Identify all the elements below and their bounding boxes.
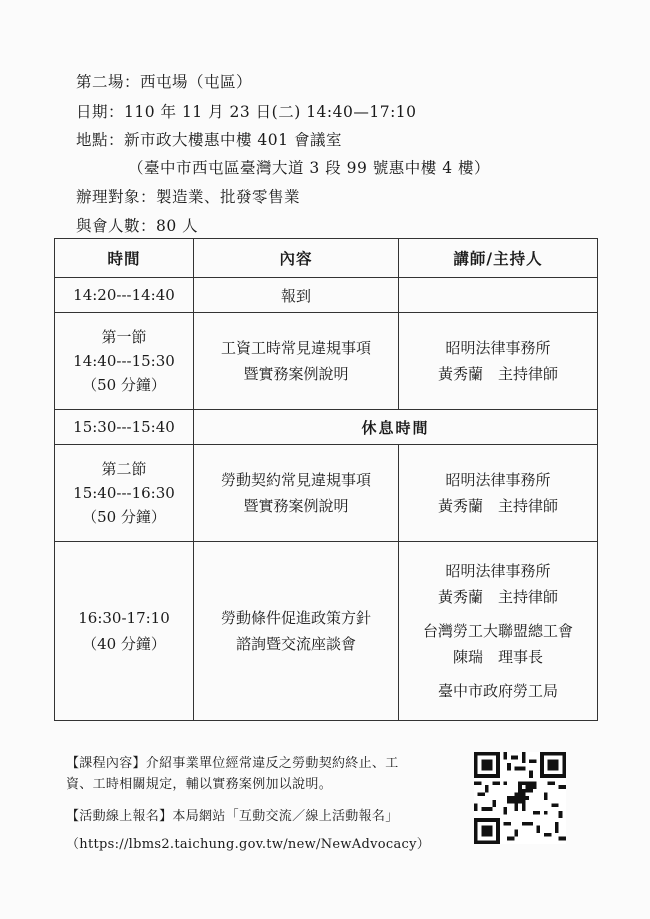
session3-speaker [399, 542, 598, 721]
session2-speaker [399, 445, 598, 542]
break-content: 休息時間 [194, 410, 598, 445]
session3-content-line: 諮詢暨交流座談會 [235, 635, 356, 653]
session3-time [55, 542, 194, 721]
session1-time [55, 313, 194, 410]
checkin-content: 報到 [194, 278, 399, 313]
speaker-name: 陳瑞 理事長 [452, 648, 543, 666]
table-row [55, 278, 598, 313]
header-time: 時間 [55, 239, 194, 278]
session2-content-line: 暨實務案例說明 [243, 497, 349, 515]
speaker-name: 黃秀蘭 主持律師 [437, 365, 558, 383]
session1-range: 14:40---15:30 [73, 352, 175, 370]
session1-content-line: 工資工時常見違規事項 [220, 339, 371, 357]
speaker-name: 黃秀蘭 主持律師 [437, 497, 558, 515]
session2-time [55, 445, 194, 542]
session3-range: 16:30-17:10 [78, 609, 170, 627]
speaker-org: 臺中市政府勞工局 [437, 682, 558, 700]
header-content: 內容 [194, 239, 399, 278]
session3-content [194, 542, 399, 721]
table-header-row [55, 239, 598, 278]
course-description-line2: 資、工時相關規定，輔以實務案例加以說明。 [66, 777, 333, 792]
session3-duration: （40 分鐘） [82, 635, 166, 653]
session2-content-line: 勞動契約常見違規事項 [220, 471, 371, 489]
header-speaker: 講師/主持人 [399, 239, 598, 278]
speaker-name: 黃秀蘭 主持律師 [437, 588, 558, 606]
checkin-speaker [399, 278, 598, 313]
speaker-org: 昭明法律事務所 [445, 471, 551, 489]
table-row [55, 542, 598, 721]
date-line: 日期：110 年 11 月 23 日(二) 14:40—17:10 [76, 103, 417, 121]
session1-content [194, 313, 399, 410]
attendees-line: 與會人數：80 人 [76, 217, 199, 235]
session2-content [194, 445, 399, 542]
venue-line: 地點：新市政大樓惠中樓 401 會議室 [76, 131, 342, 149]
session2-duration: （50 分鐘） [82, 508, 166, 526]
session1-label: 第一節 [101, 328, 147, 346]
table-row [55, 410, 598, 445]
address-line: （臺中市西屯區臺灣大道 3 段 99 號惠中樓 4 樓） [128, 159, 491, 177]
speaker-org: 昭明法律事務所 [445, 562, 551, 580]
checkin-time: 14:20---14:40 [55, 278, 194, 313]
table-row [55, 445, 598, 542]
session1-speaker [399, 313, 598, 410]
speaker-org: 台灣勞工大聯盟總工會 [422, 622, 573, 640]
session2-range: 15:40---16:30 [73, 484, 175, 502]
session3-content-line: 勞動條件促進政策方針 [220, 609, 371, 627]
session2-label: 第二節 [101, 460, 147, 478]
signup-url[interactable]: （https://lbms2.taichung.gov.tw/new/NewAdvocacy） [66, 837, 431, 852]
table-row [55, 313, 598, 410]
course-description-line1: 【課程內容】介紹事業單位經常違反之勞動契約終止、工 [66, 756, 399, 771]
session1-duration: （50 分鐘） [82, 376, 166, 394]
session1-content-line: 暨實務案例說明 [243, 365, 349, 383]
session-title: 第二場：西屯場（屯區） [76, 73, 253, 91]
speaker-org: 昭明法律事務所 [445, 339, 551, 357]
target-line: 辦理對象：製造業、批發零售業 [76, 188, 301, 206]
schedule-table [54, 238, 598, 721]
qr-code-icon[interactable] [474, 752, 566, 844]
break-time: 15:30---15:40 [55, 410, 194, 445]
signup-line: 【活動線上報名】本局網站「互動交流／線上活動報名」 [66, 809, 399, 824]
